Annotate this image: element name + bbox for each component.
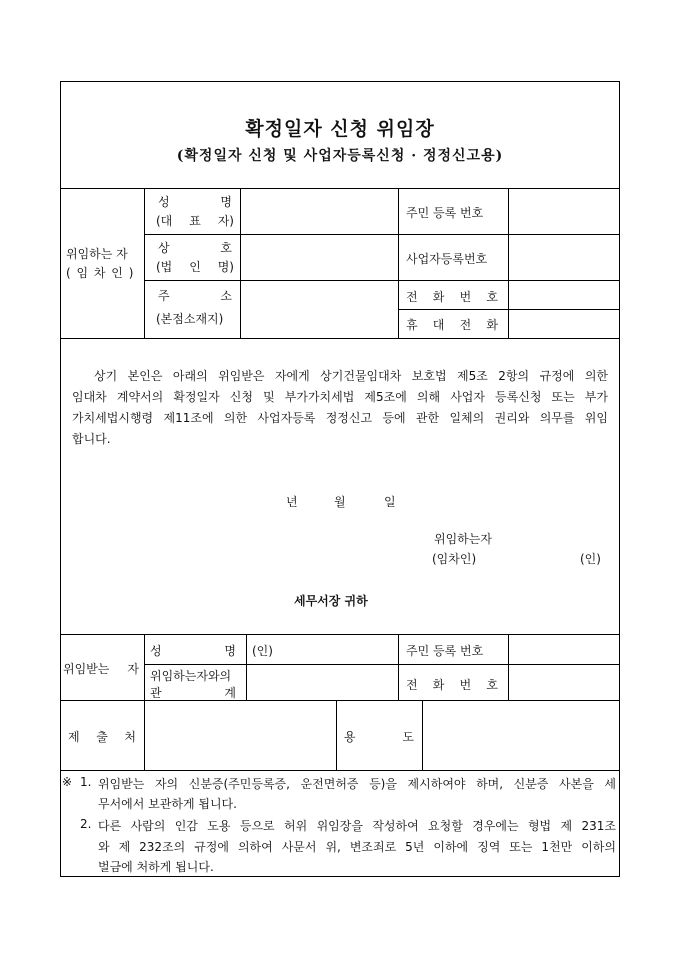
- delegatee-phone-field[interactable]: [510, 666, 618, 698]
- delegatee-section-label: 위임받는 자: [63, 662, 139, 676]
- note-line: 와 제 232조의 규정에 의하여 사문서 위, 변조죄로 5년 이하에 징역 또는 1천만 이하의: [98, 840, 616, 854]
- divider: [246, 634, 247, 700]
- delegatee-name-label: 성 명: [150, 644, 236, 658]
- divider: [144, 700, 145, 770]
- divider: [398, 309, 620, 310]
- trade-name-label: 상 호: [158, 241, 232, 255]
- signature-seal[interactable]: (인): [580, 552, 601, 566]
- form-title: 확정일자 신청 위임장: [245, 118, 435, 140]
- divider: [144, 664, 620, 665]
- note-number: 2.: [80, 817, 92, 831]
- delegatee-phone-label: 전 화 번 호: [406, 678, 498, 692]
- delegator-address-field[interactable]: [242, 282, 396, 336]
- mobile-label: 휴 대 전 화: [406, 318, 498, 332]
- name-label: 성 명: [158, 195, 232, 209]
- divider: [508, 188, 509, 338]
- name-sublabel: (대 표 자): [156, 214, 234, 228]
- purpose-field[interactable]: [424, 702, 618, 768]
- delegator-mobile-field[interactable]: [510, 311, 618, 337]
- delegator-section-sublabel: ( 임 차 인 ): [66, 266, 135, 280]
- delegator-business-number-field[interactable]: [510, 236, 618, 278]
- address-label: 주 소: [158, 289, 232, 303]
- note-number: 1.: [80, 775, 92, 789]
- note-line: 위임받는 자의 신분증(주민등록증, 운전면허증 등)을 제시하여야 하며, 신분증 사본을 세: [98, 777, 616, 791]
- relation-sublabel: 관 계: [150, 686, 236, 700]
- delegatee-relation-field[interactable]: [248, 666, 396, 698]
- statement-line: 상기 본인은 아래의 위임받은 자에게 상기건물임대차 보호법 제5조 2항의 규정에 의한: [94, 369, 608, 383]
- delegator-phone-field[interactable]: [510, 282, 618, 308]
- note-line: 무서에서 보관하게 됩니다.: [98, 797, 237, 811]
- divider: [144, 188, 145, 338]
- submit-to-field[interactable]: [146, 702, 334, 768]
- divider: [336, 700, 337, 770]
- form-subtitle: (확정일자 신청 및 사업자등록신청 · 정정신고용): [176, 148, 504, 164]
- divider: [508, 634, 509, 700]
- signature-label: 위임하는자: [434, 532, 492, 546]
- statement-line: 임대차 계약서의 확정일자 신청 및 부가가치세법 제5조에 의해 사업자 등록신청 또는 부가: [72, 390, 608, 404]
- delegatee-name-seal[interactable]: (인): [252, 644, 273, 658]
- divider: [398, 188, 399, 338]
- date-day-label: 일: [384, 495, 396, 509]
- delegatee-resident-number-field[interactable]: [510, 636, 618, 662]
- trade-name-sublabel: (법 인 명): [156, 260, 234, 274]
- relation-label: 위임하는자와의: [150, 669, 232, 683]
- note-line: 벌금에 처하게 됩니다.: [98, 860, 214, 874]
- delegator-section-label: 위임하는 자: [66, 247, 128, 261]
- divider: [60, 770, 620, 771]
- statement-line: 합니다.: [72, 432, 111, 446]
- signature-sublabel: (임차인): [432, 552, 477, 566]
- divider: [144, 634, 145, 700]
- statement-line: 가치세법시행령 제11조에 의한 사업자등록 정정신고 등에 관한 일체의 권리와 의무를 위임: [72, 411, 608, 425]
- delegator-name-field[interactable]: [242, 190, 396, 232]
- delegator-resident-number-field[interactable]: [510, 190, 618, 232]
- note-line: 다른 사람의 인감 도용 등으로 허위 위임장을 작성하여 요청할 경우에는 형법 제 231조: [98, 819, 616, 833]
- divider: [240, 188, 241, 338]
- purpose-label: 용 도: [344, 730, 414, 744]
- delegatee-resident-number-label: 주민 등록 번호: [406, 644, 484, 658]
- divider: [144, 234, 620, 235]
- business-number-label: 사업자등록번호: [406, 252, 488, 266]
- date-year-label: 년: [286, 495, 298, 509]
- resident-number-label: 주민 등록 번호: [406, 206, 484, 220]
- date-month-label: 월: [334, 495, 346, 509]
- phone-label: 전 화 번 호: [406, 290, 498, 304]
- divider: [422, 700, 423, 770]
- divider: [398, 634, 399, 700]
- divider: [60, 338, 620, 339]
- submit-to-label: 제 출 처: [68, 730, 136, 744]
- divider: [144, 280, 620, 281]
- note-mark: ※: [62, 775, 73, 789]
- delegator-trade-name-field[interactable]: [242, 236, 396, 278]
- recipient-office: 세무서장 귀하: [294, 594, 368, 608]
- address-sublabel: (본점소재지): [156, 312, 224, 326]
